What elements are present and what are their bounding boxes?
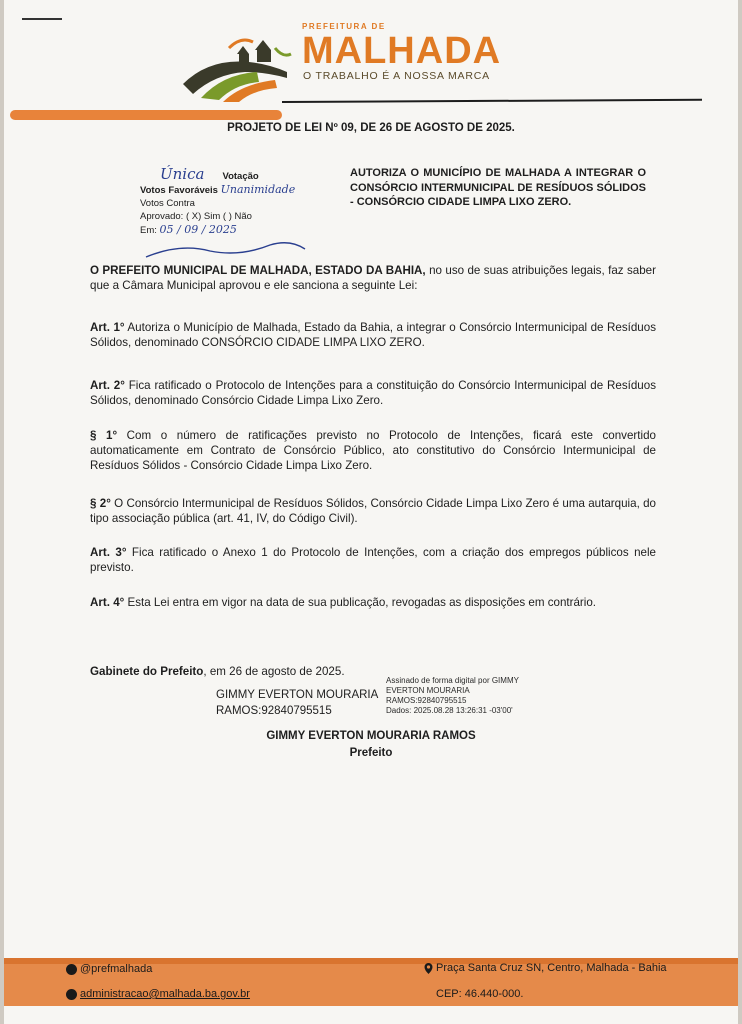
- votos-favoraveis-value: Unanimidade: [220, 183, 296, 196]
- footer-address: [424, 962, 667, 974]
- article-3: [90, 545, 656, 575]
- article-text: Autoriza o Município de Malhada, Estado da Bahia, a integrar o Consórcio Intermunicipal de Resíduos Sólidos, denominado CONSÓRCIO CIDADE LIMPA LIXO ZERO.: [90, 321, 656, 349]
- votos-favoraveis-label: Votos Favoráveis: [140, 185, 218, 196]
- preamble: [90, 263, 656, 293]
- footer-instagram[interactable]: [66, 963, 152, 975]
- instagram-handle: @prefmalhada: [80, 963, 153, 975]
- article-label: Art. 3°: [90, 546, 127, 559]
- email-address: administracao@malhada.ba.gov.br: [80, 988, 250, 1000]
- em-label: Em:: [140, 225, 157, 236]
- article-label: § 1°: [90, 429, 118, 442]
- location-pin-icon: [424, 963, 433, 974]
- city-name: MALHADA: [302, 30, 502, 72]
- article-2: [90, 378, 656, 408]
- instagram-icon: [66, 964, 77, 975]
- voting-unica: Única: [160, 165, 205, 183]
- article-text: Com o número de ratificações previsto no Protocolo de Intenções, ficará este convertido automaticamente em Contrato de Consórcio Público, ato constitutivo do Consórcio Intermunicipal de Resíduos Sólidos - Consórcio Cidade Limpa Lixo Zero.: [90, 429, 656, 472]
- article-label: Art. 4°: [90, 596, 125, 609]
- signature-info-line: EVERTON MOURARIA: [386, 686, 470, 695]
- preamble-bold: O PREFEITO MUNICIPAL DE MALHADA, ESTADO DA BAHIA,: [90, 264, 426, 277]
- article-label: Art. 1°: [90, 321, 125, 334]
- preamble-text: no uso de suas atribuições legais, faz saber que a Câmara Municipal aprovou e ele sanciona a seguinte Lei:: [90, 264, 656, 292]
- article-label: § 2°: [90, 497, 111, 510]
- bill-summary: AUTORIZA O MUNICÍPIO DE MALHADA A INTEGRAR O CONSÓRCIO INTERMUNICIPAL DE RESÍDUOS SÓLIDOS - CONSÓRCIO CIDADE LIMPA LIXO ZERO.: [350, 167, 646, 208]
- article-1: [90, 320, 656, 350]
- footer-cep: CEP: 46.440-000.: [436, 988, 524, 1000]
- voting-votacao: Votação: [222, 171, 259, 182]
- article-4: [90, 595, 656, 610]
- closing-text: , em 26 de agosto de 2025.: [203, 665, 345, 678]
- signature-name-line: GIMMY EVERTON MOURARIA: [216, 689, 379, 701]
- em-date-value: 05 / 09 / 2025: [159, 223, 237, 236]
- document-page: [4, 0, 738, 1024]
- signature-info-line: Assinado de forma digital por GIMMY: [386, 676, 519, 685]
- voting-stamp: [140, 165, 330, 265]
- header-rule: [282, 99, 702, 103]
- city-logo-icon: [179, 28, 295, 102]
- article-text: O Consórcio Intermunicipal de Resíduos Sólidos, Consórcio Cidade Limpa Lixo Zero é uma autarquia, do tipo associação pública (art. 41, IV, do Código Civil).: [90, 497, 656, 525]
- email-icon: [66, 989, 77, 1000]
- aprovado-label: Aprovado: ( X) Sim ( ) Não: [140, 211, 252, 222]
- signature-info-line: Dados: 2025.08.28 13:26:31 -03'00': [386, 706, 513, 715]
- handwritten-signature-icon: [140, 237, 310, 261]
- top-mark: [22, 18, 62, 20]
- signer-name: GIMMY EVERTON MOURARIA RAMOS: [266, 730, 476, 742]
- signature-info-line: RAMOS:92840795515: [386, 696, 467, 705]
- votos-contra-label: Votos Contra: [140, 198, 195, 209]
- article-text: Fica ratificado o Protocolo de Intenções para a constituição do Consórcio Intermunicipal de Resíduos Sólidos, denominado Consórcio Cidade Limpa Lixo Zero.: [90, 379, 657, 407]
- article-text: Esta Lei entra em vigor na data de sua publicação, revogadas as disposições em contrário.: [124, 596, 597, 609]
- address-text: Praça Santa Cruz SN, Centro, Malhada - Bahia: [436, 962, 667, 974]
- article-label: Art. 2°: [90, 379, 125, 392]
- digital-signature-info: [386, 676, 519, 716]
- footer-email[interactable]: [66, 988, 250, 1000]
- article-text: Fica ratificado o Anexo 1 do Protocolo de Intenções, com a criação dos empregos públicos nele previsto.: [90, 546, 656, 574]
- digital-signature-name: [216, 688, 378, 719]
- closing-line: [90, 664, 656, 679]
- header-orange-bar: [10, 110, 282, 120]
- prefeitura-label: PREFEITURA DE: [302, 22, 386, 31]
- slogan: O TRABALHO É A NOSSA MARCA: [303, 70, 490, 82]
- closing-bold: Gabinete do Prefeito: [90, 665, 204, 678]
- paragraph-2: [90, 496, 656, 526]
- signer-role: Prefeito: [349, 747, 393, 759]
- signature-name-line: RAMOS:92840795515: [216, 704, 332, 717]
- bill-title: PROJETO DE LEI Nº 09, DE 26 DE AGOSTO DE 2025.: [227, 122, 515, 134]
- paragraph-1: [90, 428, 656, 473]
